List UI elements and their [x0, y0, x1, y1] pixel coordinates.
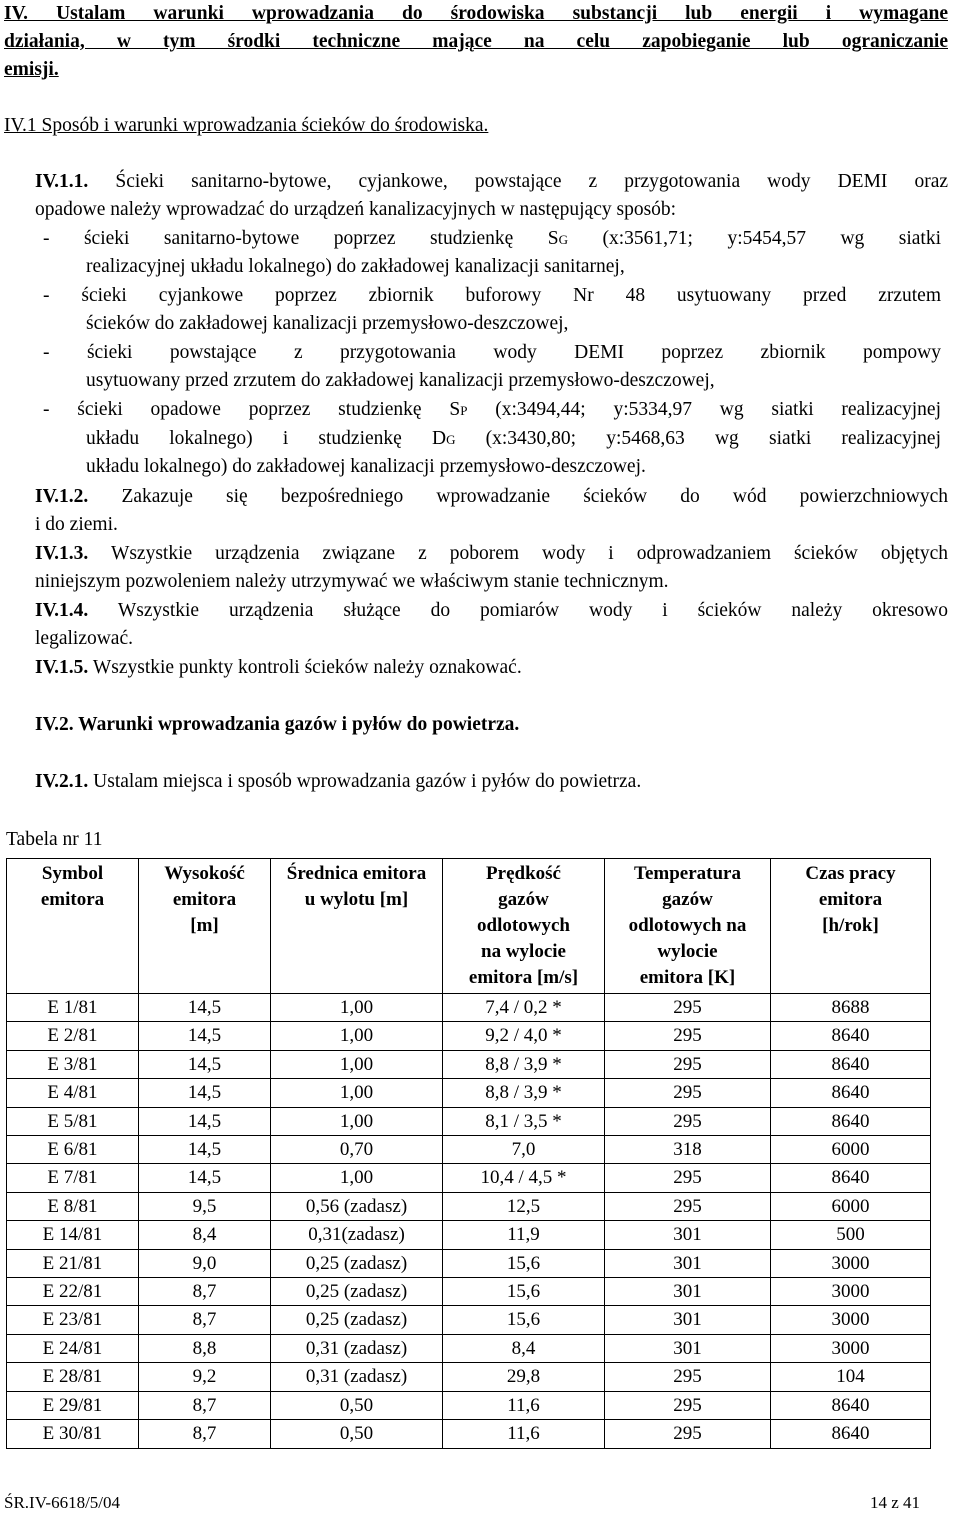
- paragraph-iv21: [35, 771, 641, 793]
- table-cell: 0,50: [271, 1420, 443, 1448]
- header-line: emitora: [818, 889, 883, 910]
- table-cell: 14,5: [139, 1079, 271, 1107]
- paragraph-number: IV.1.2.: [35, 486, 89, 507]
- table-cell: 14,5: [139, 1136, 271, 1164]
- table-cell: 1,00: [271, 994, 443, 1022]
- table-cell: E 4/81: [7, 1079, 139, 1107]
- table-cell: E 29/81: [7, 1391, 139, 1419]
- table-row: [7, 1249, 931, 1277]
- paragraph-text: Ścieki sanitarno-bytowe, cyjankowe, powstające z przygotowania wody DEMI oraz: [115, 171, 949, 192]
- header-line: u wylotu [m]: [304, 889, 409, 910]
- bullet-2-line2: ścieków do zakładowej kanalizacji przemysłowo-deszczowej,: [86, 313, 569, 334]
- paragraph-iv114-line2: legalizować.: [35, 628, 133, 649]
- table-cell: 1,00: [271, 1164, 443, 1192]
- table-cell: 301: [605, 1221, 771, 1249]
- table-cell: E 14/81: [7, 1221, 139, 1249]
- paragraph-iv113-line1: [35, 543, 948, 565]
- table-cell: 295: [605, 1050, 771, 1078]
- table-cell: E 8/81: [7, 1192, 139, 1220]
- table-cell: 8640: [771, 1050, 931, 1078]
- table-cell: 0,50: [271, 1391, 443, 1419]
- section-heading-line2: działania, w tym środki techniczne mające na celu zapobieganie lub ograniczanie: [4, 31, 948, 52]
- bullet-4-line2: [86, 428, 941, 450]
- table-cell: 9,2 / 4,0 *: [443, 1022, 605, 1050]
- table-cell: 8,1 / 3,5 *: [443, 1107, 605, 1135]
- table-cell: 8,7: [139, 1278, 271, 1306]
- table-cell: E 22/81: [7, 1278, 139, 1306]
- table-cell: 500: [771, 1221, 931, 1249]
- table-cell: 8,7: [139, 1391, 271, 1419]
- paragraph-number: IV.1.3.: [35, 543, 89, 564]
- table-cell: 295: [605, 994, 771, 1022]
- paragraph-text: Wszystkie urządzenia związane z poborem wody i odprowadzaniem ścieków objętych: [110, 543, 948, 564]
- table-cell: 15,6: [443, 1249, 605, 1277]
- bullet-4-line1: [43, 399, 941, 421]
- subscript: P: [460, 403, 468, 418]
- paragraph-text: Zakazuje się bezpośredniego wprowadzanie ścieków do wód powierzchniowych: [121, 486, 948, 507]
- paragraph-number: IV.2.1.: [35, 771, 89, 792]
- table-cell: 29,8: [443, 1363, 605, 1391]
- table-row: [7, 1278, 931, 1306]
- table-cell: 0,31 (zadasz): [271, 1363, 443, 1391]
- table-cell: 8,4: [139, 1221, 271, 1249]
- table-row: [7, 1022, 931, 1050]
- table-cell: 0,25 (zadasz): [271, 1306, 443, 1334]
- header-line: emitora [m/s]: [468, 967, 579, 988]
- header-line: [m]: [190, 915, 219, 936]
- table-cell: 12,5: [443, 1192, 605, 1220]
- header-line: emitora: [40, 889, 105, 910]
- table-cell: 8688: [771, 994, 931, 1022]
- header-velocity: [443, 859, 605, 994]
- table-cell: 8,7: [139, 1420, 271, 1448]
- table-cell: 8,8 / 3,9 *: [443, 1079, 605, 1107]
- paragraph-iv112-line1: [35, 486, 948, 508]
- table-cell: 11,9: [443, 1221, 605, 1249]
- bullet-text: - ścieki opadowe poprzez studzienkę S: [43, 399, 461, 420]
- header-diameter: [271, 859, 443, 994]
- table-cell: E 23/81: [7, 1306, 139, 1334]
- table-cell: E 3/81: [7, 1050, 139, 1078]
- table-cell: 301: [605, 1278, 771, 1306]
- table-row: [7, 1192, 931, 1220]
- paragraph-iv115: [35, 657, 522, 679]
- table-cell: 8,4: [443, 1334, 605, 1362]
- table-cell: 8640: [771, 1420, 931, 1448]
- table-caption: Tabela nr 11: [6, 829, 103, 850]
- paragraph-text: Wszystkie urządzenia służące do pomiarów wody i ścieków należy okresowo: [117, 600, 948, 621]
- table-row: [7, 1221, 931, 1249]
- header-line: emitora: [172, 889, 237, 910]
- table-cell: 3000: [771, 1278, 931, 1306]
- table-cell: 15,6: [443, 1306, 605, 1334]
- table-cell: 3000: [771, 1306, 931, 1334]
- table-body: [7, 994, 931, 1449]
- paragraph-number: IV.1.5.: [35, 657, 89, 678]
- table-cell: 10,4 / 4,5 *: [443, 1164, 605, 1192]
- bullet-text-cont: (x:3494,44; y:5334,97 wg siatki realizacyjnej: [467, 399, 941, 420]
- table-cell: 295: [605, 1363, 771, 1391]
- table-cell: 0,56 (zadasz): [271, 1192, 443, 1220]
- table-cell: 8,8: [139, 1334, 271, 1362]
- table-cell: 11,6: [443, 1391, 605, 1419]
- table-cell: 8,8 / 3,9 *: [443, 1050, 605, 1078]
- header-line: Temperatura: [634, 863, 741, 884]
- table-cell: E 21/81: [7, 1249, 139, 1277]
- table-cell: 0,70: [271, 1136, 443, 1164]
- header-line: wylocie: [657, 941, 718, 962]
- table-cell: 1,00: [271, 1079, 443, 1107]
- bullet-1-line1: [43, 228, 941, 250]
- table-cell: 104: [771, 1363, 931, 1391]
- subscript: G: [446, 432, 456, 447]
- table-cell: E 2/81: [7, 1022, 139, 1050]
- bullet-1-line2: realizacyjnej układu lokalnego) do zakładowej kanalizacji sanitarnej,: [86, 256, 625, 277]
- table-cell: 14,5: [139, 1050, 271, 1078]
- section-heading-line1: IV. Ustalam warunki wprowadzania do środowiska substancji lub energii i wymagane: [4, 3, 948, 24]
- table-cell: 295: [605, 1079, 771, 1107]
- table-cell: 8640: [771, 1107, 931, 1135]
- table-cell: E 7/81: [7, 1164, 139, 1192]
- table-row: [7, 1420, 931, 1448]
- bullet-text: - ścieki sanitarno-bytowe poprzez studzienkę S: [43, 228, 559, 249]
- header-line: Czas pracy: [805, 863, 896, 884]
- bullet-text: układu lokalnego) i studzienkę D: [86, 428, 447, 449]
- table-cell: E 28/81: [7, 1363, 139, 1391]
- paragraph-iv112-line2: i do ziemi.: [35, 514, 118, 535]
- table-row: [7, 1391, 931, 1419]
- bullet-text-cont: (x:3430,80; y:5468,63 wg siatki realizacyjnej: [455, 428, 942, 449]
- paragraph-text: Wszystkie punkty kontroli ścieków należy oznakować.: [92, 657, 522, 678]
- header-line: odlotowych na: [628, 915, 747, 936]
- header-height: [139, 859, 271, 994]
- bullet-3-line2: usytuowany przed zrzutem do zakładowej kanalizacji przemysłowo-deszczowej,: [86, 370, 715, 391]
- header-line: Wysokość: [164, 863, 245, 884]
- paragraph-iv111-line1: [35, 171, 948, 193]
- table-row: [7, 1306, 931, 1334]
- table-cell: 0,31 (zadasz): [271, 1334, 443, 1362]
- table-row: [7, 1363, 931, 1391]
- table-header-row: [7, 859, 931, 994]
- table-row: [7, 1079, 931, 1107]
- table-cell: 7,4 / 0,2 *: [443, 994, 605, 1022]
- header-line: gazów: [498, 889, 549, 910]
- table-cell: 9,0: [139, 1249, 271, 1277]
- table-cell: 8640: [771, 1022, 931, 1050]
- table-cell: 15,6: [443, 1278, 605, 1306]
- table-cell: 8640: [771, 1164, 931, 1192]
- table-row: [7, 1334, 931, 1362]
- table-cell: 295: [605, 1022, 771, 1050]
- table-row: [7, 1164, 931, 1192]
- header-symbol: [7, 859, 139, 994]
- table-cell: E 24/81: [7, 1334, 139, 1362]
- table-cell: 1,00: [271, 1050, 443, 1078]
- table-cell: 14,5: [139, 1022, 271, 1050]
- table-cell: 295: [605, 1391, 771, 1419]
- paragraph-text: Ustalam miejsca i sposób wprowadzania gazów i pyłów do powietrza.: [93, 771, 642, 792]
- table-cell: 318: [605, 1136, 771, 1164]
- table-cell: 3000: [771, 1249, 931, 1277]
- table-cell: 1,00: [271, 1107, 443, 1135]
- paragraph-iv114-line1: [35, 600, 948, 622]
- header-temperature: [605, 859, 771, 994]
- table-cell: 1,00: [271, 1022, 443, 1050]
- table-cell: E 6/81: [7, 1136, 139, 1164]
- table-cell: 0,31(zadasz): [271, 1221, 443, 1249]
- table-cell: 8,7: [139, 1306, 271, 1334]
- subscript: G: [558, 232, 569, 247]
- header-line: na wylocie: [481, 941, 566, 962]
- table-cell: 9,2: [139, 1363, 271, 1391]
- table-cell: 301: [605, 1306, 771, 1334]
- table-cell: E 1/81: [7, 994, 139, 1022]
- table-cell: 0,25 (zadasz): [271, 1278, 443, 1306]
- table-cell: 7,0: [443, 1136, 605, 1164]
- bullet-text-cont: (x:3561,71; y:5454,57 wg siatki: [568, 228, 941, 249]
- bullet-3-line1: - ścieki powstające z przygotowania wody DEMI poprzez zbiornik pompowy: [43, 342, 941, 363]
- table-cell: 301: [605, 1249, 771, 1277]
- footer-page-number: 14 z 41: [870, 1493, 921, 1512]
- table-cell: 3000: [771, 1334, 931, 1362]
- table-cell: 295: [605, 1107, 771, 1135]
- subsection-heading-iv1: IV.1 Sposób i warunki wprowadzania ścieków do środowiska.: [4, 115, 489, 136]
- table-row: [7, 994, 931, 1022]
- table-row: [7, 1107, 931, 1135]
- table-cell: 11,6: [443, 1420, 605, 1448]
- header-line: Średnica emitora: [286, 863, 427, 884]
- header-line: Symbol: [41, 863, 104, 884]
- table-cell: 9,5: [139, 1192, 271, 1220]
- paragraph-number: IV.1.1.: [35, 171, 89, 192]
- paragraph-number: IV.1.4.: [35, 600, 89, 621]
- bullet-2-line1: - ścieki cyjankowe poprzez zbiornik buforowy Nr 48 usytuowany przed zrzutem: [43, 285, 941, 306]
- header-line: emitora [K]: [639, 967, 736, 988]
- table-cell: E 30/81: [7, 1420, 139, 1448]
- table-cell: 301: [605, 1334, 771, 1362]
- header-line: Prędkość: [486, 863, 561, 884]
- paragraph-iv111-line2: opadowe należy wprowadzać do urządzeń kanalizacyjnych w następujący sposób:: [35, 199, 677, 220]
- subsection-heading-iv2: IV.2. Warunki wprowadzania gazów i pyłów do powietrza.: [35, 714, 520, 735]
- table-cell: 8640: [771, 1079, 931, 1107]
- table-row: [7, 1050, 931, 1078]
- emitters-table: [6, 858, 931, 1449]
- table-cell: 6000: [771, 1192, 931, 1220]
- section-heading-line3: emisji.: [4, 59, 59, 80]
- header-line: [h/rok]: [822, 915, 879, 936]
- table-cell: 295: [605, 1420, 771, 1448]
- bullet-4-line3: układu lokalnego) do zakładowej kanalizacji przemysłowo-deszczowej.: [86, 456, 646, 477]
- table-cell: 295: [605, 1192, 771, 1220]
- table-cell: 8640: [771, 1391, 931, 1419]
- table-cell: 0,25 (zadasz): [271, 1249, 443, 1277]
- table-cell: 14,5: [139, 994, 271, 1022]
- table-cell: 14,5: [139, 1164, 271, 1192]
- table-cell: E 5/81: [7, 1107, 139, 1135]
- header-line: odlotowych: [477, 915, 570, 936]
- table-cell: 295: [605, 1164, 771, 1192]
- header-line: gazów: [662, 889, 713, 910]
- footer-document-number: ŚR.IV-6618/5/04: [4, 1493, 121, 1512]
- table-cell: 14,5: [139, 1107, 271, 1135]
- paragraph-iv113-line2: niniejszym pozwoleniem należy utrzymywać we właściwym stanie technicznym.: [35, 571, 669, 592]
- table-cell: 6000: [771, 1136, 931, 1164]
- table-row: [7, 1136, 931, 1164]
- header-operating-time: [771, 859, 931, 994]
